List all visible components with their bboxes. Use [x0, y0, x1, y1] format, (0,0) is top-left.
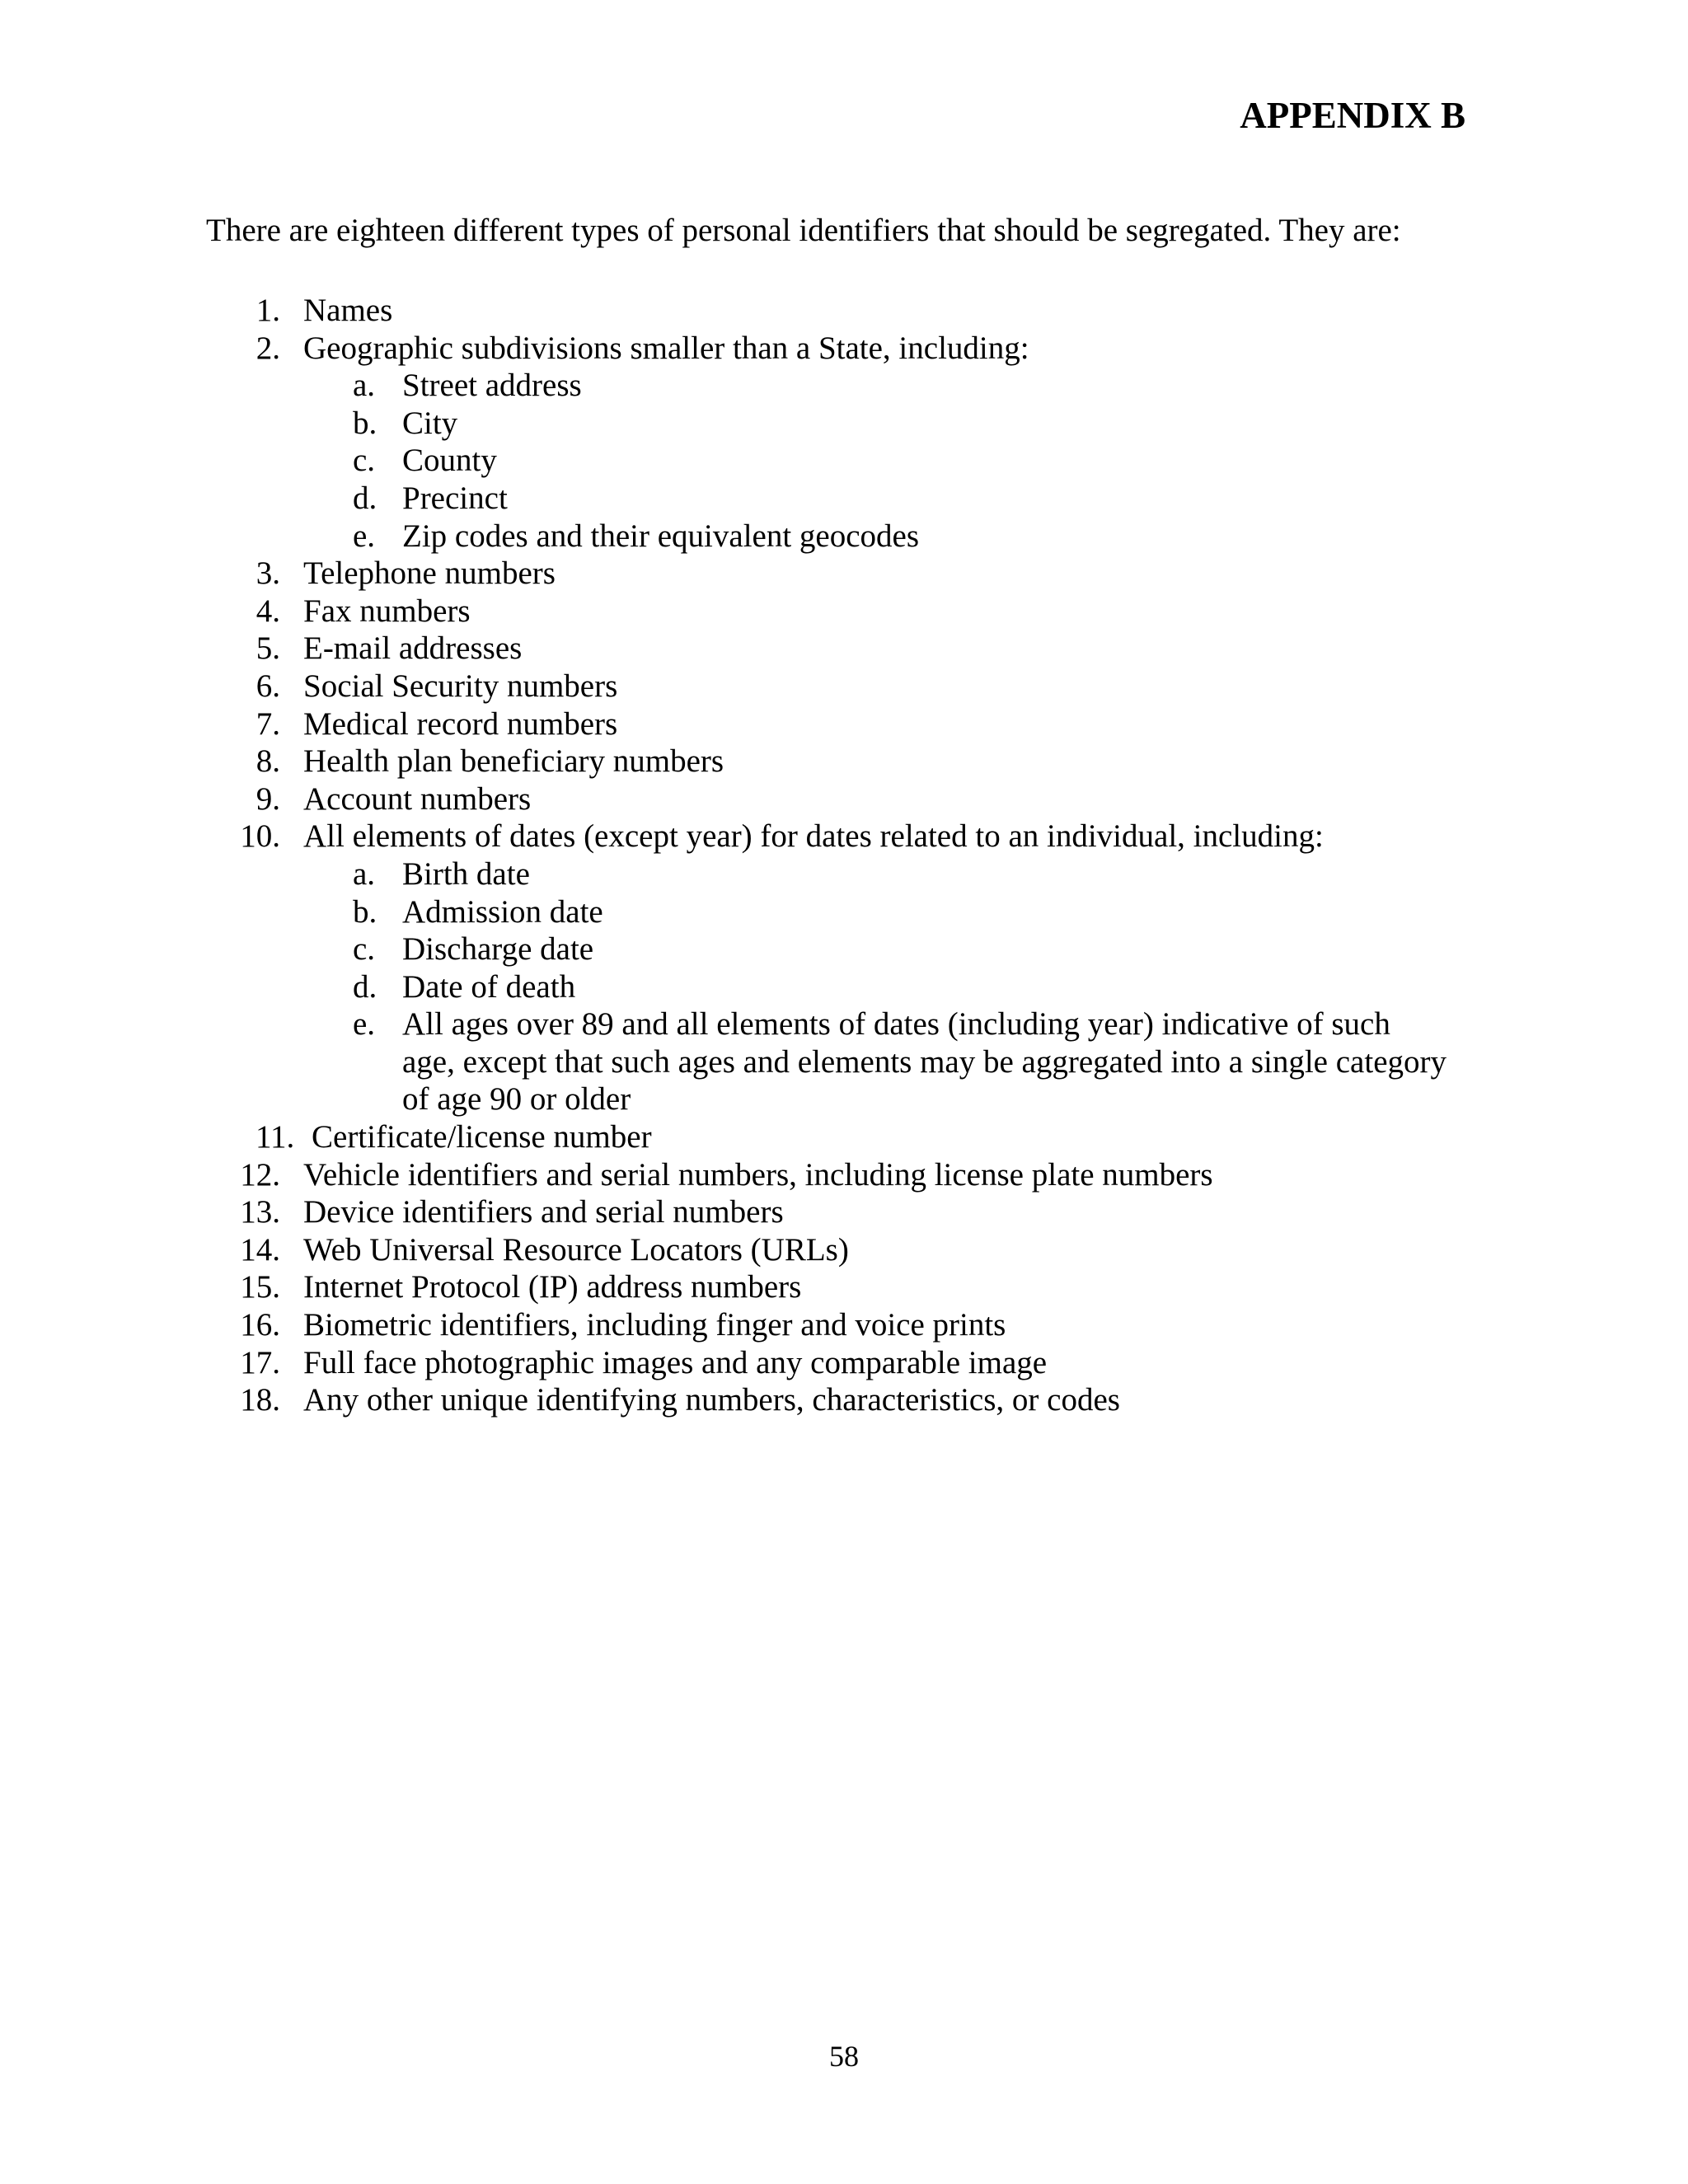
list-item [0, 1344, 1688, 1382]
item-number: 11. [256, 1119, 295, 1155]
list-item [0, 1156, 1688, 1194]
subitem-text-line: All ages over 89 and all elements of dates (including year) indicative of such [402, 1006, 1390, 1043]
list-item [0, 593, 1688, 630]
item-number: 7. [256, 705, 280, 742]
item-number: 6. [256, 668, 280, 704]
item-text: Any other unique identifying numbers, characteristics, or codes [303, 1382, 1120, 1418]
subitem-letter: a. [353, 368, 376, 404]
item-text: Vehicle identifiers and serial numbers, including license plate numbers [303, 1156, 1213, 1193]
sub-list-item [0, 893, 1688, 931]
list-item [0, 780, 1688, 818]
subitem-letter: c. [353, 931, 376, 968]
item-text: Account numbers [303, 780, 532, 817]
sub-list-item [0, 405, 1688, 443]
page-number: 58 [829, 2040, 859, 2073]
list-item [0, 743, 1688, 780]
intro-paragraph: There are eighteen different types of personal identifiers that should be segregated. They are: [206, 213, 1401, 248]
list-item [0, 668, 1688, 705]
subitem-letter: e. [353, 1006, 376, 1043]
item-number: 8. [256, 743, 280, 780]
subitem-text: Zip codes and their equivalent geocodes [402, 518, 920, 554]
list-item [0, 555, 1688, 593]
item-text: E-mail addresses [303, 630, 523, 667]
item-text: Medical record numbers [303, 705, 618, 742]
list-item [0, 1231, 1688, 1269]
item-text: Geographic subdivisions smaller than a State, including: [303, 330, 1029, 366]
sub-list-item [0, 518, 1688, 555]
list-item [0, 1193, 1688, 1231]
subitem-text: City [402, 405, 458, 441]
identifier-list [0, 292, 1688, 1419]
item-number: 4. [256, 593, 280, 629]
item-number: 10. [240, 818, 280, 855]
subitem-letter: d. [353, 480, 377, 516]
item-text: Names [303, 293, 393, 328]
list-item [0, 1381, 1688, 1419]
sub-list-item-continuation [0, 1043, 1688, 1081]
list-item [0, 818, 1688, 855]
subitem-letter: b. [353, 893, 377, 930]
list-item [0, 1306, 1688, 1344]
subitem-text-line: of age 90 or older [402, 1081, 631, 1118]
item-text: Social Security numbers [303, 668, 618, 704]
subitem-text: Date of death [402, 968, 576, 1005]
subitem-text-line: age, except that such ages and elements may be aggregated into a single category [402, 1043, 1447, 1080]
item-text: Telephone numbers [303, 555, 556, 592]
item-text: Device identifiers and serial numbers [303, 1194, 784, 1230]
item-text: Full face photographic images and any comparable image [303, 1344, 1048, 1380]
subitem-letter: e. [353, 518, 376, 554]
item-number: 3. [256, 555, 280, 592]
item-number: 1. [256, 293, 280, 328]
item-number: 5. [256, 630, 280, 667]
list-item [0, 330, 1688, 368]
item-number: 17. [240, 1344, 280, 1380]
subitem-text: Discharge date [402, 931, 594, 968]
sub-list-item-continuation [0, 1080, 1688, 1118]
item-number: 9. [256, 780, 280, 817]
subitem-text: Street address [402, 368, 582, 404]
subitem-text: Admission date [402, 893, 603, 930]
subitem-text: Birth date [402, 855, 530, 892]
item-number: 18. [240, 1382, 280, 1418]
list-item [0, 630, 1688, 668]
subitem-letter: d. [353, 968, 377, 1005]
list-item [0, 292, 1688, 330]
subitem-letter: a. [353, 855, 376, 892]
item-text: Certificate/license number [312, 1119, 652, 1155]
item-number: 16. [240, 1307, 280, 1343]
item-text: Web Universal Resource Locators (URLs) [303, 1231, 849, 1268]
item-text: Internet Protocol (IP) address numbers [303, 1269, 802, 1305]
sub-list-item [0, 367, 1688, 405]
subitem-text: County [402, 443, 497, 479]
sub-list-item [0, 1005, 1688, 1043]
item-number: 12. [240, 1156, 280, 1193]
sub-list-item [0, 968, 1688, 1006]
subitem-letter: b. [353, 405, 377, 441]
list-item [0, 705, 1688, 743]
subitem-letter: c. [353, 443, 376, 479]
item-text: Fax numbers [303, 593, 471, 629]
sub-list-item [0, 442, 1688, 480]
sub-list-item [0, 480, 1688, 518]
item-text: Health plan beneficiary numbers [303, 743, 724, 780]
item-number: 14. [240, 1231, 280, 1268]
list-item [0, 1118, 1688, 1156]
item-number: 15. [240, 1269, 280, 1305]
item-text: Biometric identifiers, including finger and voice prints [303, 1307, 1006, 1343]
item-number: 13. [240, 1194, 280, 1230]
item-text: All elements of dates (except year) for dates related to an individual, including: [303, 818, 1324, 855]
item-number: 2. [256, 330, 280, 366]
page-title: APPENDIX B [1240, 95, 1465, 136]
sub-list-item [0, 855, 1688, 893]
list-item [0, 1268, 1688, 1306]
sub-list-item [0, 930, 1688, 968]
subitem-text: Precinct [402, 480, 508, 516]
